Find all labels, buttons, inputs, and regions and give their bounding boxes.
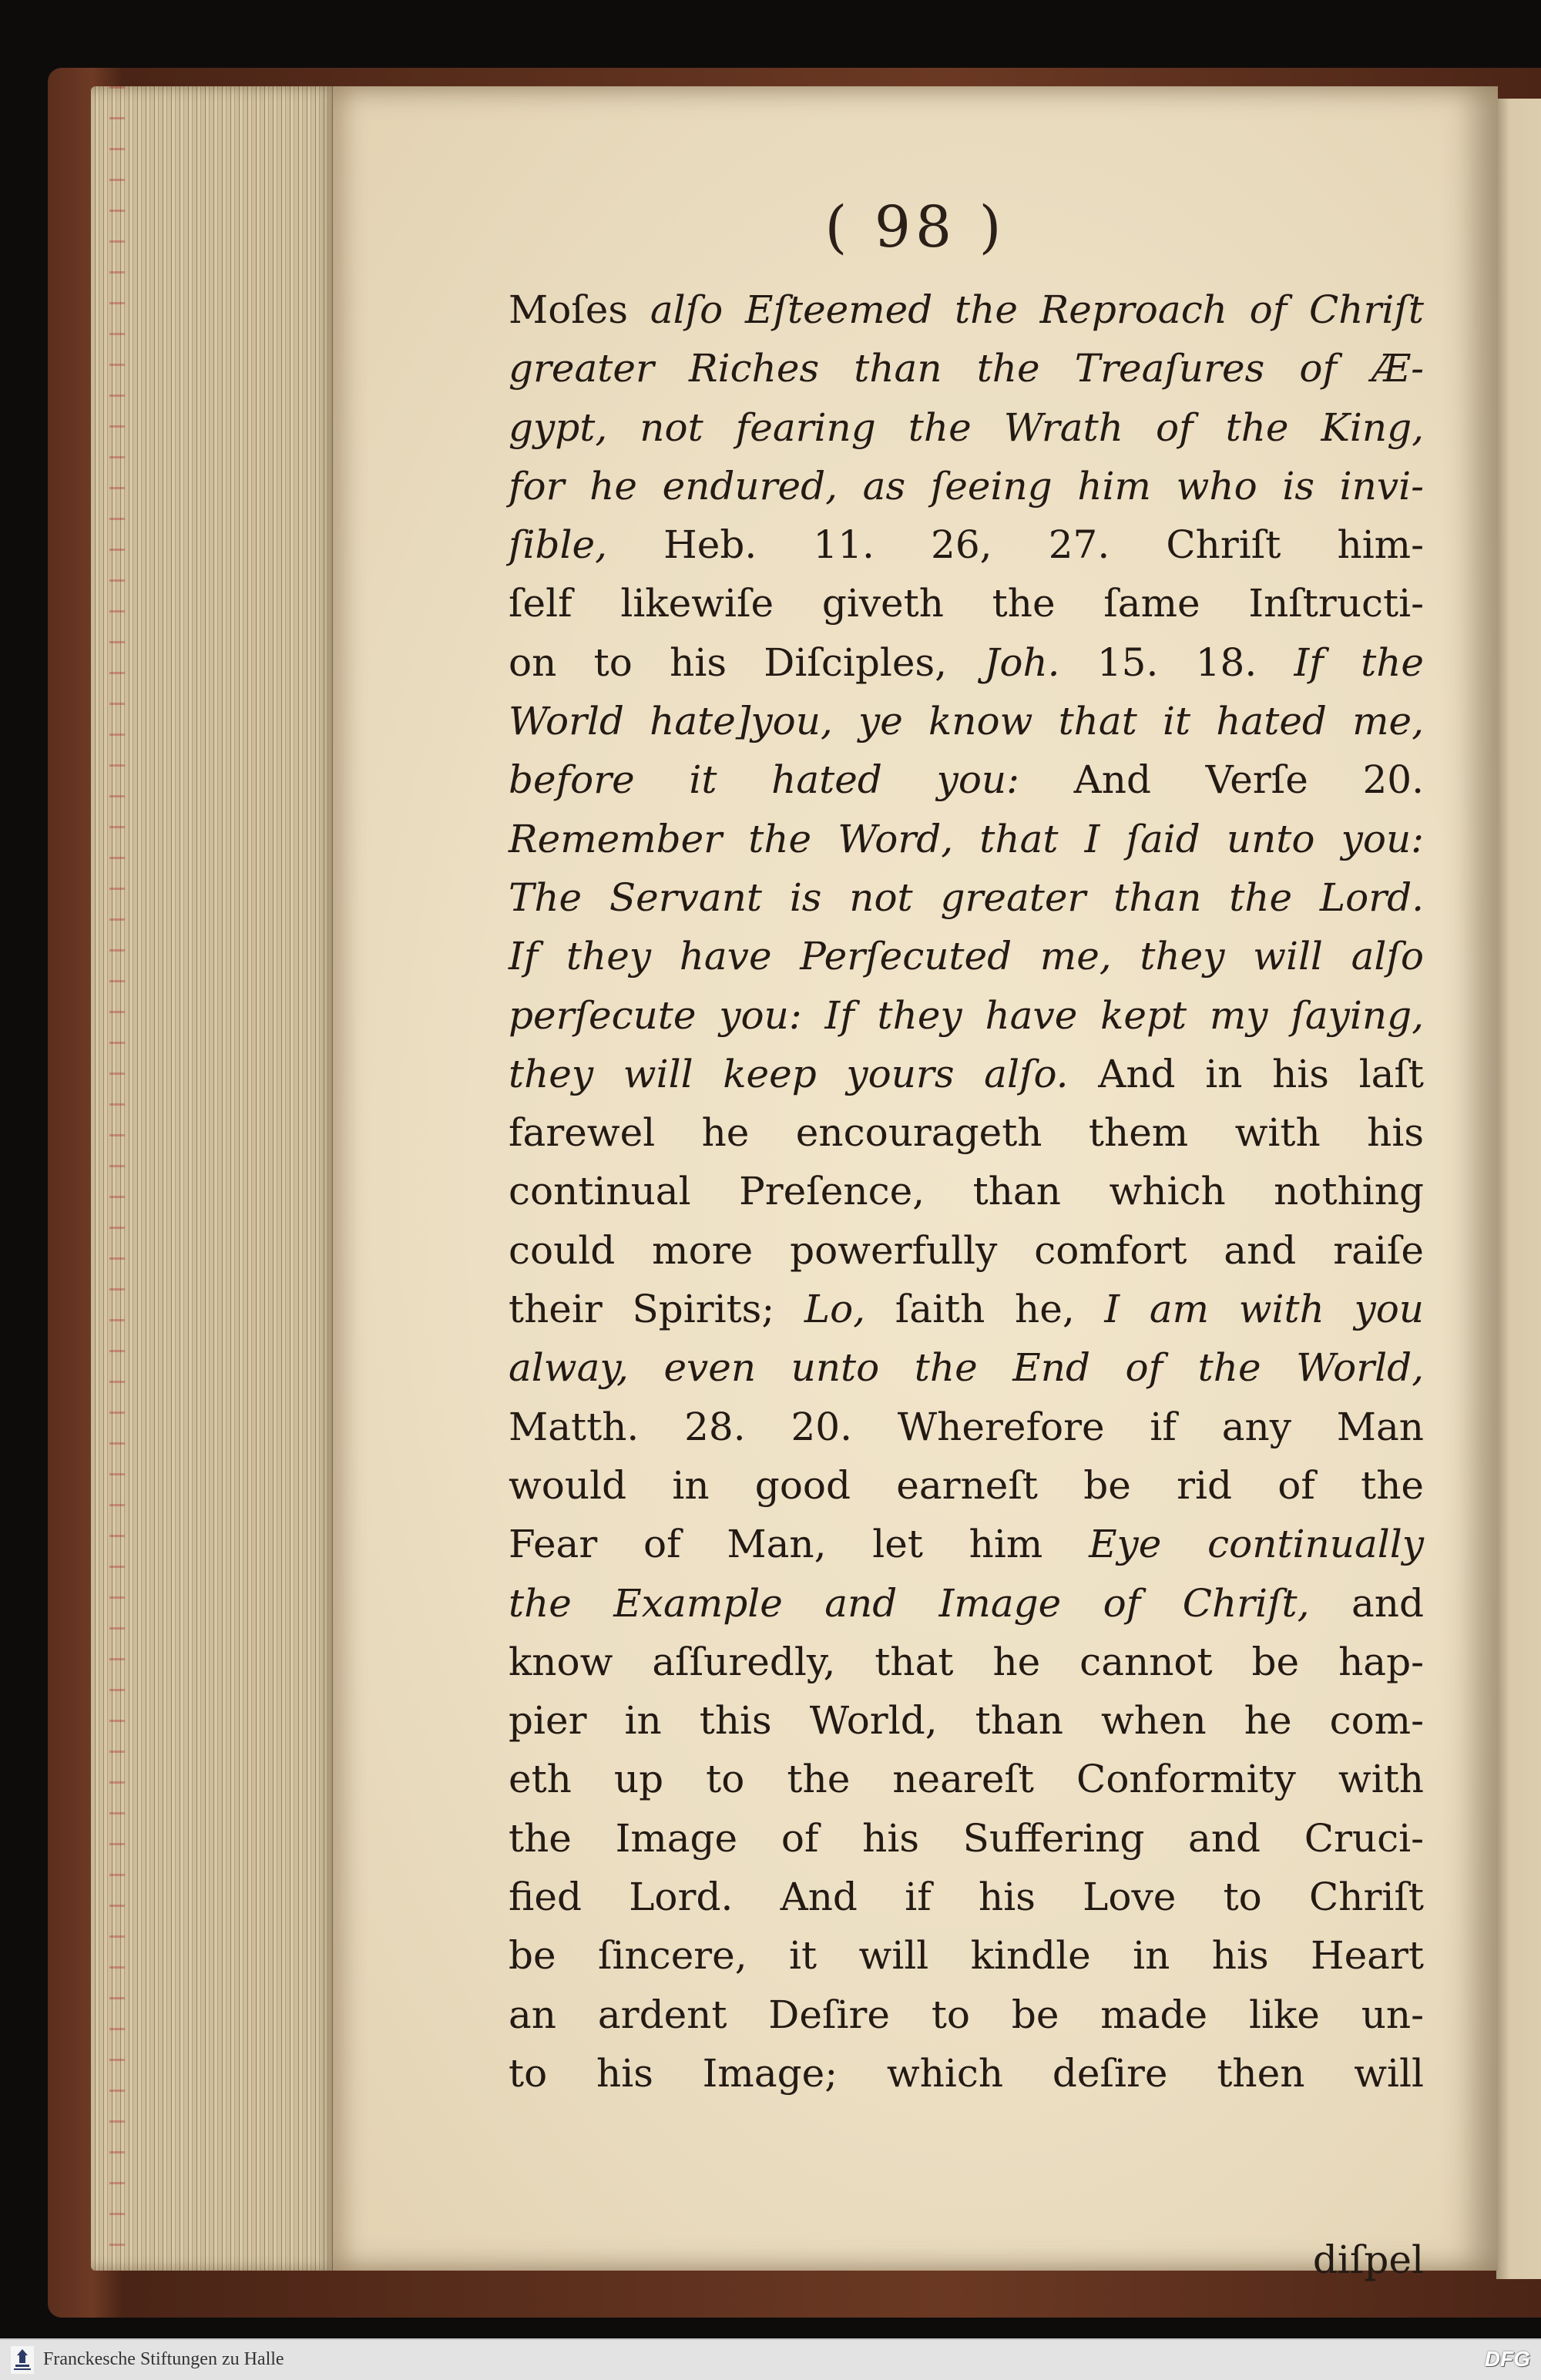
text-line [509,1926,1424,1985]
roman-text: Heb. 11. 26, 27. Chriſt him- [606,522,1424,568]
roman-text: and [1309,1580,1424,1626]
body-text [509,280,1424,2103]
institution-logo-icon [11,2346,34,2374]
italic-text: the Example and Image of Chriſt, [509,1580,1310,1626]
roman-text: ſaith he, [865,1287,1105,1332]
roman-text: And Verſe 20. [1019,757,1424,803]
text-line [509,515,1424,574]
text-line [509,1045,1424,1103]
text-line [509,280,1424,339]
roman-text: 15. 18. [1059,639,1294,685]
catchword: diſpel [1312,2237,1424,2282]
italic-text: ſible, [509,522,607,568]
roman-text: would in good earneſt be rid of the [509,1462,1424,1508]
page-edges [91,86,339,2271]
roman-text: could more powerfully comfort and raiſe [509,1227,1424,1273]
text-line [509,2044,1424,2103]
italic-text: perſecute you: If they have kept my ſaying, [509,992,1424,1038]
italic-text: If they have Perſecuted me, they will alſo [509,934,1424,979]
text-line [509,692,1424,750]
roman-text: be ſincere, it will kindle in his Heart [509,1933,1424,1979]
text-line [509,868,1424,927]
text-line [509,457,1424,515]
roman-text: to his Image; which deſire then will [509,2050,1424,2096]
italic-text: greater Riches than the Treaſures of Æ- [509,346,1424,391]
text-line [509,1691,1424,1750]
roman-text: an ardent Deſire to be made like un- [509,1992,1424,2037]
text-line [509,1162,1424,1220]
italic-text: Lo, [804,1287,866,1332]
text-line [509,1868,1424,1926]
text-line [509,1456,1424,1515]
italic-text: before it hated you: [509,757,1019,803]
italic-text: The Servant is not greater than the Lord. [509,874,1424,920]
italic-text: for he endured, as ſeeing him who is invi- [509,463,1424,509]
text-line [509,1338,1424,1397]
page-number: ( 98 ) [824,194,1006,260]
text-line [509,810,1424,868]
roman-text: eth up to the neareſt Conformity with [509,1757,1424,1802]
text-line [509,1574,1424,1633]
roman-text: And in his laſt [1068,1051,1424,1096]
roman-text: fied Lord. And if his Love to Chriſt [509,1875,1424,1920]
roman-text: Fear of Man, let him [509,1522,1089,1567]
italic-text: Joh. [984,639,1060,685]
text-line [509,1221,1424,1280]
italic-text: alway, even unto the End of the World, [509,1345,1424,1391]
italic-text: If the [1294,639,1424,685]
text-line [509,750,1424,809]
footer-bar [0,2338,1541,2380]
roman-text: continual Preſence, than which nothing [509,1169,1424,1214]
italic-text: I am with you [1104,1287,1425,1332]
roman-text: ſelf likewiſe giveth the ſame Inſtructi- [509,581,1424,626]
facing-page-edge [1496,99,1541,2279]
roman-text: their Spirits; [509,1287,804,1332]
text-line [509,1986,1424,2044]
roman-text: Moſes [509,287,650,332]
text-line [509,1280,1424,1338]
italic-text: Eye continually [1089,1522,1424,1567]
text-line [509,1398,1424,1456]
text-line [509,986,1424,1045]
italic-text: they will keep yours alſo. [509,1051,1069,1096]
text-line [509,398,1424,457]
italic-text: alſo Eſteemed the Reproach of Chriſt [650,287,1424,332]
italic-text: gypt, not fearing the Wrath of the King, [509,404,1424,450]
text-line [509,1103,1424,1162]
text-line [509,927,1424,985]
dfg-badge: DFG [1484,2347,1530,2371]
footer-institution: Franckesche Stiftungen zu Halle [43,2349,284,2369]
italic-text: World hate]you, ye know that it hated me, [509,699,1424,744]
text-line [509,1633,1424,1691]
text-line [509,574,1424,633]
roman-text: on to his Diſciples, [509,639,985,685]
text-line [509,633,1424,692]
roman-text: pier in this World, than when he com- [509,1698,1424,1744]
text-line [509,1515,1424,1573]
roman-text: farewel he encourageth them with his [509,1110,1424,1156]
text-line [509,339,1424,398]
italic-text: Remember the Word, that I ſaid unto you: [509,816,1424,861]
roman-text: Matth. 28. 20. Wherefore if any Man [509,1404,1424,1449]
text-line [509,1809,1424,1868]
text-line [509,1750,1424,1808]
book-page [333,86,1498,2282]
roman-text: the Image of his Suffering and Cruci- [509,1815,1424,1861]
roman-text: know aſſuredly, that he cannot be hap- [509,1639,1424,1684]
